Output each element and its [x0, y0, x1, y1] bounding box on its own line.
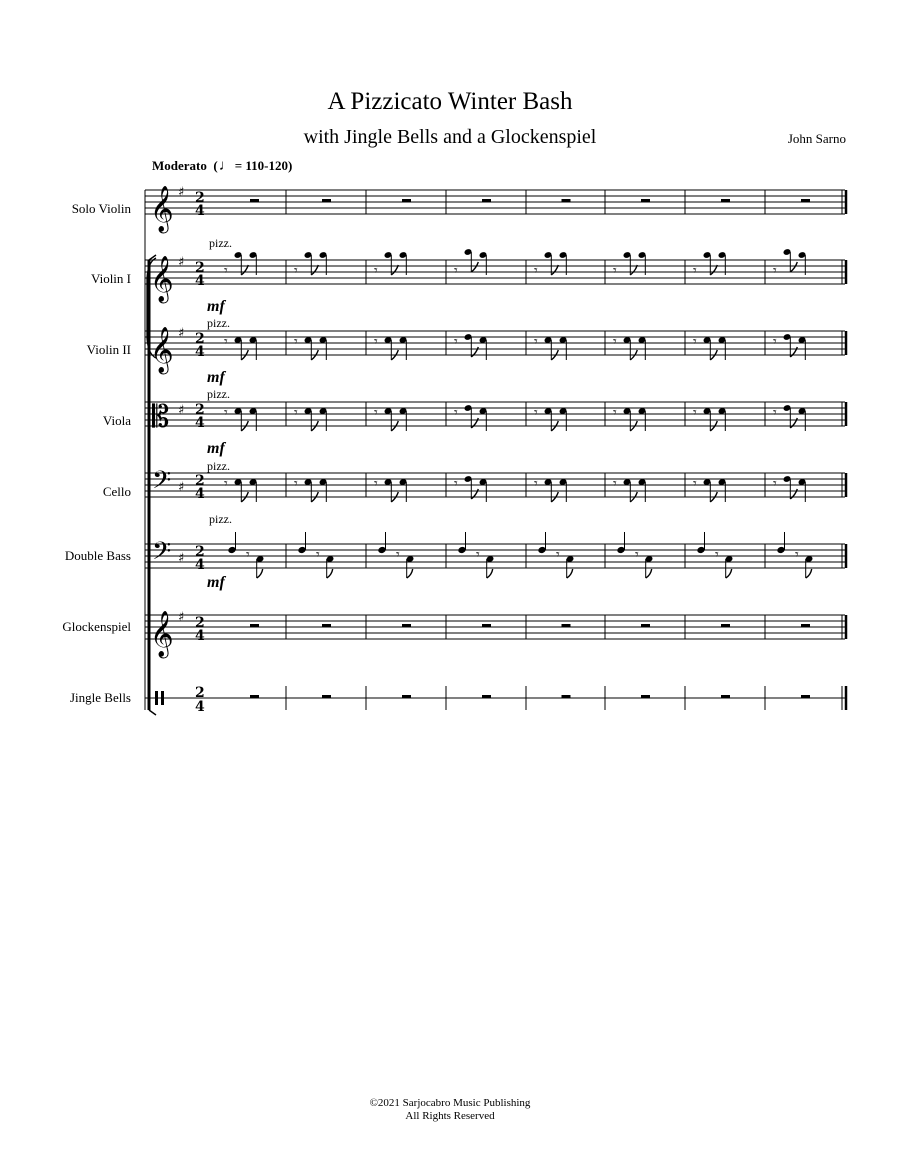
eighth-rest-icon: 𝄾 [556, 547, 560, 563]
eighth-rest-icon: 𝄾 [246, 547, 250, 563]
time-signature-top: 2 [195, 685, 205, 701]
instrument-label-double-bass: Double Bass [64, 548, 131, 563]
sharp-key-signature-icon: ♯ [178, 610, 185, 625]
score-subtitle: with Jingle Bells and a Glockenspiel [303, 126, 597, 148]
half-rest-icon [322, 695, 331, 698]
sharp-key-signature-icon: ♯ [178, 185, 185, 200]
note-flag [790, 262, 797, 272]
staff-violin-ii [145, 331, 845, 355]
time-signature-bottom: 4 [195, 344, 205, 360]
sharp-key-signature-icon: ♯ [178, 551, 185, 566]
dynamic-mf-double-bass: mf [207, 574, 225, 591]
half-rest-icon [250, 199, 259, 202]
half-rest-icon [721, 199, 730, 202]
eighth-rest-icon: 𝄾 [795, 547, 799, 563]
instrument-label-glockenspiel: Glockenspiel [62, 619, 131, 634]
sharp-key-signature-icon: ♯ [178, 326, 185, 341]
time-signature-top: 2 [195, 615, 205, 631]
eighth-rest-icon: 𝄾 [693, 263, 697, 279]
sharp-key-signature-icon: ♯ [178, 403, 185, 418]
treble-clef-icon: 𝄞 [150, 186, 174, 232]
time-signature-bottom: 4 [195, 628, 205, 644]
note-flag [806, 569, 812, 578]
eighth-rest-icon: 𝄾 [613, 476, 617, 492]
note-flag [327, 569, 333, 578]
sharp-key-signature-icon: ♯ [178, 480, 185, 495]
eighth-rest-icon: 𝄾 [534, 405, 538, 421]
eighth-rest-icon: 𝄾 [693, 476, 697, 492]
time-signature-bottom: 4 [195, 486, 205, 502]
eighth-rest-icon: 𝄾 [454, 263, 458, 279]
staff-cello [145, 473, 845, 497]
eighth-rest-icon: 𝄾 [454, 405, 458, 421]
eighth-rest-icon: 𝄾 [224, 405, 228, 421]
percussion-clef-icon [161, 691, 164, 705]
eighth-rest-icon: 𝄾 [224, 263, 228, 279]
eighth-rest-icon: 𝄾 [534, 476, 538, 492]
pizz-marking-viola: pizz. [207, 387, 230, 401]
footer [0, 1097, 900, 1123]
eighth-rest-icon: 𝄾 [224, 476, 228, 492]
half-rest-icon [482, 624, 491, 627]
eighth-rest-icon: 𝄾 [374, 334, 378, 350]
eighth-rest-icon: 𝄾 [374, 263, 378, 279]
dynamic-mf-viola: mf [207, 440, 225, 457]
half-rest-icon [641, 624, 650, 627]
half-rest-icon [322, 199, 331, 202]
pizz-marking-cello: pizz. [207, 459, 230, 473]
percussion-clef-icon [155, 691, 158, 705]
eighth-rest-icon: 𝄾 [635, 547, 639, 563]
treble-clef-icon: 𝄞 [150, 327, 174, 373]
eighth-rest-icon: 𝄾 [454, 334, 458, 350]
staff-viola [145, 402, 845, 426]
staff-violin-i [145, 260, 845, 284]
eighth-rest-icon: 𝄾 [294, 405, 298, 421]
bass-clef-icon: 𝄢 [152, 537, 172, 572]
time-signature-bottom: 4 [195, 203, 205, 219]
eighth-rest-icon: 𝄾 [294, 476, 298, 492]
note-flag [407, 569, 413, 578]
eighth-rest-icon: 𝄾 [773, 405, 777, 421]
half-rest-icon [482, 199, 491, 202]
eighth-rest-icon: 𝄾 [693, 334, 697, 350]
time-signature-bottom: 4 [195, 557, 205, 573]
treble-clef-icon: 𝄞 [150, 611, 174, 657]
half-rest-icon [721, 695, 730, 698]
eighth-rest-icon: 𝄾 [534, 334, 538, 350]
eighth-rest-icon: 𝄾 [454, 476, 458, 492]
instrument-label-viola: Viola [102, 413, 131, 428]
eighth-rest-icon: 𝄾 [715, 547, 719, 563]
score-title: A Pizzicato Winter Bash [327, 88, 573, 115]
instrument-label-solo-violin: Solo Violin [71, 201, 131, 216]
time-signature-top: 2 [195, 331, 205, 347]
bass-clef-icon: 𝄢 [152, 466, 172, 501]
half-rest-icon [801, 624, 810, 627]
copyright-text: ©2021 Sarjocabro Music Publishing [369, 1097, 531, 1109]
instrument-label-violin-2: Violin II [86, 342, 131, 357]
pizz-marking-violin-1: pizz. [209, 236, 232, 250]
note-flag [257, 569, 263, 578]
eighth-rest-icon: 𝄾 [294, 263, 298, 279]
time-signature-top: 2 [195, 260, 205, 276]
dynamic-mf-violin-2: mf [207, 369, 225, 386]
eighth-rest-icon: 𝄾 [374, 476, 378, 492]
eighth-rest-icon: 𝄾 [294, 334, 298, 350]
dynamic-mf-violin-1: mf [207, 298, 225, 315]
half-rest-icon [562, 624, 571, 627]
time-signature-top: 2 [195, 190, 205, 206]
eighth-rest-icon: 𝄾 [773, 476, 777, 492]
time-signature-top: 2 [195, 402, 205, 418]
eighth-rest-icon: 𝄾 [613, 263, 617, 279]
half-rest-icon [250, 624, 259, 627]
eighth-rest-icon: 𝄾 [693, 405, 697, 421]
half-rest-icon [721, 624, 730, 627]
half-rest-icon [641, 695, 650, 698]
time-signature-top: 2 [195, 544, 205, 560]
note-flag [567, 569, 573, 578]
orchestra-bracket-hook-bottom [149, 710, 156, 715]
staff-double-bass [145, 544, 845, 568]
note-flag [471, 262, 478, 272]
half-rest-icon [562, 695, 571, 698]
half-rest-icon [402, 695, 411, 698]
half-rest-icon [322, 624, 331, 627]
note-flag [726, 569, 732, 578]
half-rest-icon [402, 199, 411, 202]
half-rest-icon [250, 695, 259, 698]
half-rest-icon [801, 695, 810, 698]
instrument-label-violin-1: Violin I [90, 271, 131, 286]
eighth-rest-icon: 𝄾 [396, 547, 400, 563]
eighth-rest-icon: 𝄾 [476, 547, 480, 563]
treble-clef-icon: 𝄞 [150, 256, 174, 302]
time-signature-top: 2 [195, 473, 205, 489]
half-rest-icon [402, 624, 411, 627]
tempo-value: = 110-120) [234, 158, 293, 173]
eighth-rest-icon: 𝄾 [534, 263, 538, 279]
eighth-rest-icon: 𝄾 [224, 334, 228, 350]
sharp-key-signature-icon: ♯ [178, 255, 185, 270]
eighth-rest-icon: 𝄾 [773, 263, 777, 279]
eighth-rest-icon: 𝄾 [613, 334, 617, 350]
pizz-marking-double-bass: pizz. [209, 512, 232, 526]
pizz-marking-violin-2: pizz. [207, 316, 230, 330]
time-signature-bottom: 4 [195, 273, 205, 289]
half-rest-icon [801, 199, 810, 202]
half-rest-icon [641, 199, 650, 202]
alto-clef-icon: 𝄡 [152, 399, 170, 435]
eighth-rest-icon: 𝄾 [613, 405, 617, 421]
eighth-rest-icon: 𝄾 [773, 334, 777, 350]
eighth-rest-icon: 𝄾 [374, 405, 378, 421]
time-signature-bottom: 4 [195, 415, 205, 431]
composer-name: John Sarno [787, 131, 846, 146]
tempo-text: Moderato [152, 158, 207, 173]
instrument-label-cello: Cello [102, 484, 131, 499]
half-rest-icon [482, 695, 491, 698]
tempo-open-paren: ( [213, 158, 218, 173]
quarter-note-icon: ♩ [218, 158, 234, 174]
instrument-label-jingle-bells: Jingle Bells [69, 690, 131, 705]
time-signature-bottom: 4 [195, 699, 205, 715]
half-rest-icon [562, 199, 571, 202]
note-flag [646, 569, 652, 578]
rights-text: All Rights Reserved [405, 1110, 495, 1122]
note-flag [487, 569, 493, 578]
eighth-rest-icon: 𝄾 [316, 547, 320, 563]
